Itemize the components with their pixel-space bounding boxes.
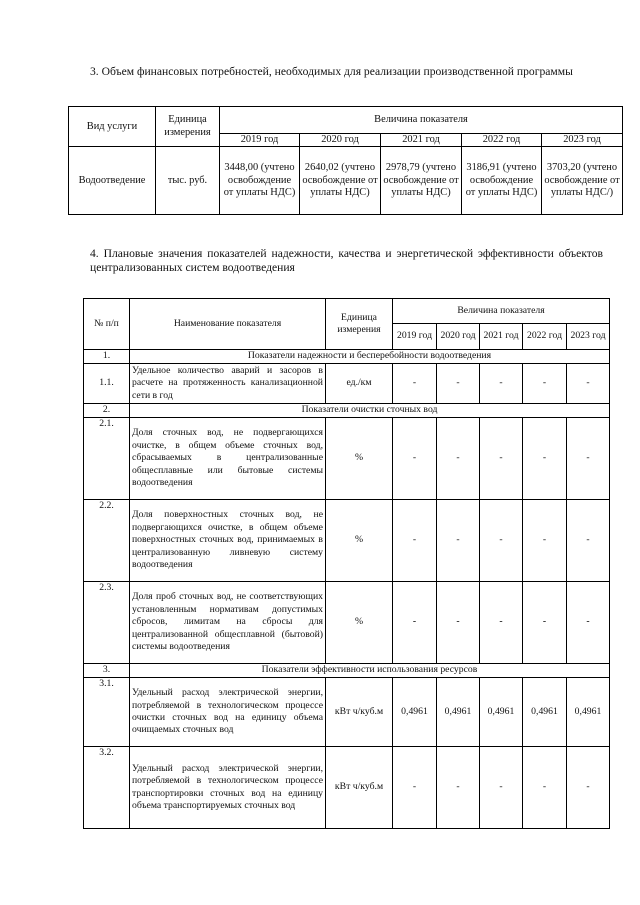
col-name-header: Наименование показателя <box>130 299 326 350</box>
value-cell: - <box>567 747 610 829</box>
year-header: 2019 год <box>393 324 437 350</box>
group-num: 2. <box>84 404 130 418</box>
value-cell: - <box>393 364 437 404</box>
row-num: 2.3. <box>84 582 130 664</box>
unit-cell: % <box>326 418 393 500</box>
col-unit-header: Единица измерения <box>156 107 220 147</box>
year-header: 2021 год <box>381 134 462 147</box>
indicator-name: Удельный расход электрической энергии, потребляемой в технологическом процессе очистки сточных вод на единицу объема очищаемых сточных вод <box>130 678 326 747</box>
year-header: 2022 год <box>523 324 567 350</box>
value-cell: - <box>480 500 523 582</box>
group-num: 3. <box>84 664 130 678</box>
value-cell: 0,4961 <box>567 678 610 747</box>
value-cell: - <box>437 582 480 664</box>
group-num: 1. <box>84 350 130 364</box>
value-cell: - <box>480 582 523 664</box>
value-cell: 3186,91 (учтено освобождение от уплаты НДС) <box>462 147 542 215</box>
indicator-name: Доля сточных вод, не подвергающихся очистке, в общем объеме сточных вод, сбрасываемых в централизованные общесплавные или бытовые системы водоотведения <box>130 418 326 500</box>
row-num: 1.1. <box>84 364 130 404</box>
col-value-header: Величина показателя <box>393 299 610 324</box>
financial-needs-table <box>68 106 623 215</box>
year-header: 2020 год <box>300 134 381 147</box>
row-num: 3.1. <box>84 678 130 747</box>
value-cell: 3703,20 (учтено освобождение от уплаты НДС/) <box>542 147 623 215</box>
col-unit-header: Единица измерения <box>326 299 393 350</box>
value-cell: - <box>393 418 437 500</box>
value-cell: - <box>567 500 610 582</box>
value-cell: - <box>523 747 567 829</box>
col-value-header: Величина показателя <box>220 107 623 134</box>
value-cell: - <box>523 364 567 404</box>
value-cell: 0,4961 <box>393 678 437 747</box>
value-cell: - <box>523 418 567 500</box>
row-num: 2.1. <box>84 418 130 500</box>
row-num: 2.2. <box>84 500 130 582</box>
value-cell: - <box>437 747 480 829</box>
value-cell: 0,4961 <box>437 678 480 747</box>
value-cell: - <box>393 582 437 664</box>
value-cell: - <box>437 418 480 500</box>
value-cell: - <box>437 500 480 582</box>
row-num: 3.2. <box>84 747 130 829</box>
value-cell: 0,4961 <box>480 678 523 747</box>
value-cell: - <box>393 747 437 829</box>
col-num-header: № п/п <box>84 299 130 350</box>
value-cell: 3448,00 (учтено освобождение от уплаты НДС) <box>220 147 300 215</box>
indicator-name: Доля поверхностных сточных вод, не подвергающихся очистке, в общем объеме поверхностных сточных вод, принимаемых в централизованную ливневую систему водоотведения <box>130 500 326 582</box>
value-cell: - <box>480 364 523 404</box>
value-cell: - <box>523 500 567 582</box>
year-header: 2023 год <box>567 324 610 350</box>
col-service-header: Вид услуги <box>69 107 156 147</box>
year-header: 2021 год <box>480 324 523 350</box>
year-header: 2023 год <box>542 134 623 147</box>
year-header: 2019 год <box>220 134 300 147</box>
group-title: Показатели эффективности использования ресурсов <box>130 664 610 678</box>
value-cell: - <box>523 582 567 664</box>
value-cell: - <box>567 582 610 664</box>
group-title: Показатели очистки сточных вод <box>130 404 610 418</box>
unit-cell: ед./км <box>326 364 393 404</box>
value-cell: - <box>480 747 523 829</box>
unit-cell: тыс. руб. <box>156 147 220 215</box>
indicator-name: Удельный расход электрической энергии, потребляемой в технологическом процессе транспортировки сточных вод на единицу объема транспортируемых сточных вод <box>130 747 326 829</box>
value-cell: 0,4961 <box>523 678 567 747</box>
value-cell: 2640,02 (учтено освобождение от уплаты НДС) <box>300 147 381 215</box>
year-header: 2020 год <box>437 324 480 350</box>
group-title: Показатели надежности и бесперебойности водоотведения <box>130 350 610 364</box>
value-cell: - <box>437 364 480 404</box>
value-cell: - <box>567 418 610 500</box>
unit-cell: кВт ч/куб.м <box>326 678 393 747</box>
value-cell: 2978,79 (учтено освобождение от уплаты НДС) <box>381 147 462 215</box>
unit-cell: % <box>326 582 393 664</box>
year-header: 2022 год <box>462 134 542 147</box>
section3-heading: 3. Объем финансовых потребностей, необходимых для реализации производственной программы <box>90 65 573 78</box>
indicator-name: Удельное количество аварий и засоров в расчете на протяженность канализационной сети в год <box>130 364 326 404</box>
value-cell: - <box>480 418 523 500</box>
indicators-table <box>83 298 610 829</box>
service-cell: Водоотведение <box>69 147 156 215</box>
unit-cell: % <box>326 500 393 582</box>
value-cell: - <box>393 500 437 582</box>
value-cell: - <box>567 364 610 404</box>
section4-heading: 4. Плановые значения показателей надежности, качества и энергетической эффективности объектов централизованных систем водоотведения <box>90 247 603 274</box>
unit-cell: кВт ч/куб.м <box>326 747 393 829</box>
indicator-name: Доля проб сточных вод, не соответствующих установленным нормативам допустимых сбросов, лимитам на сбросы для централизованной общесплавной (бытовой) системы водоотведения <box>130 582 326 664</box>
